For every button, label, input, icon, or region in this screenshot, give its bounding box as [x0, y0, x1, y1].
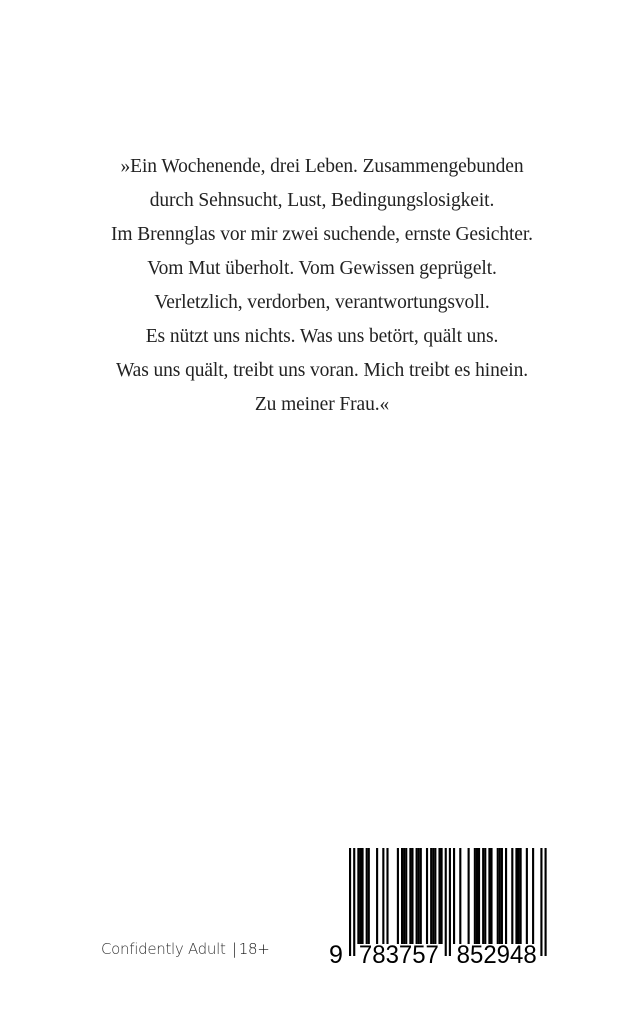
svg-text:9: 9: [329, 941, 343, 969]
blurb-line: Was uns quält, treibt uns voran. Mich treibt es hinein.: [115, 360, 529, 381]
publisher-name: Confidently Adult: [101, 940, 226, 958]
blurb-line: Vom Mut überholt. Vom Gewissen geprügelt.: [147, 258, 497, 279]
blurb-line: durch Sehnsucht, Lust, Bedingungslosigkeit.: [149, 190, 495, 211]
blurb-line: »Ein Wochenende, drei Leben. Zusammengebunden: [120, 156, 524, 177]
svg-text:783757: 783757: [358, 941, 439, 969]
isbn-barcode: [322, 845, 552, 970]
blurb-line: Es nützt uns nichts. Was uns betört, quält uns.: [145, 326, 499, 347]
blurb-line: Im Brennglas vor mir zwei suchende, ernste Gesichter.: [111, 224, 533, 245]
blurb-line: Zu meiner Frau.«: [254, 394, 390, 415]
imprint-separator: |: [232, 940, 237, 958]
imprint: [101, 940, 270, 958]
barcode-icon: [322, 845, 552, 970]
blurb-line: Verletzlich, verdorben, verantwortungsvoll.: [154, 292, 490, 313]
age-rating: 18+: [238, 940, 270, 958]
back-cover-blurb: [0, 150, 644, 422]
svg-text:852948: 852948: [456, 941, 537, 969]
